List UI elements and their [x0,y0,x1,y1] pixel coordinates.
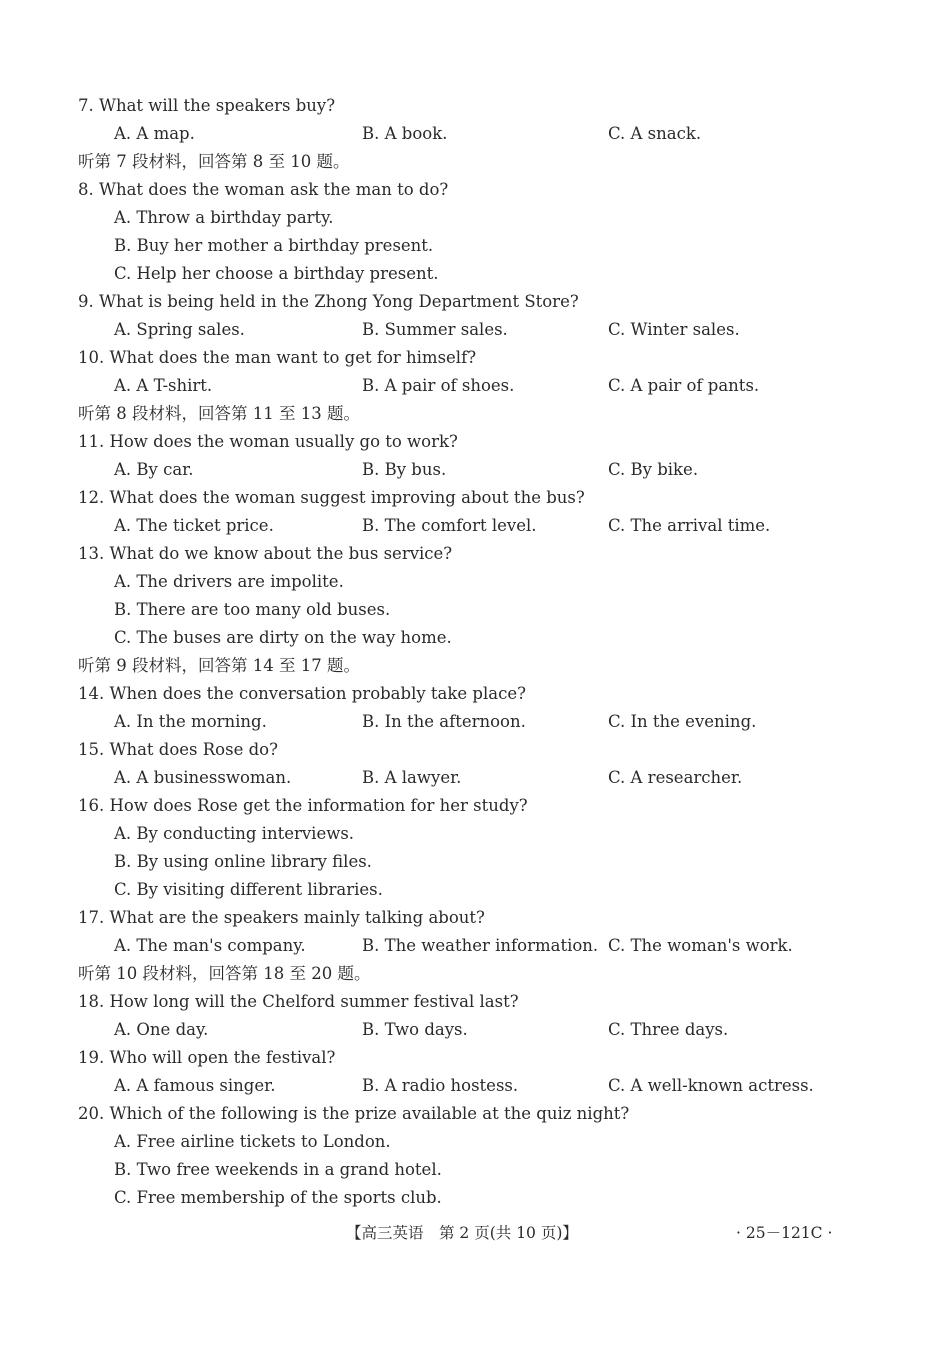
question-stem: 18. How long will the Chelford summer festival last? [78,992,519,1011]
option-row [78,316,868,344]
option-row [78,764,868,792]
option-row [78,1072,868,1100]
option-a: A. By car. [114,460,194,479]
option-a: A. Throw a birthday party. [114,208,334,227]
question-list [78,92,868,1212]
option-b: B. Buy her mother a birthday present. [114,236,434,255]
option-c: C. Free membership of the sports club. [114,1188,442,1207]
option-c: C. The buses are dirty on the way home. [114,628,452,647]
option-row [78,512,868,540]
page-number-label: 【高三英语 第 2 页(共 10 页)】 [346,1224,578,1242]
option-c: C. A researcher. [608,768,743,787]
option-a: A. In the morning. [114,712,267,731]
option-a: A. By conducting interviews. [114,824,355,843]
question-stem: 20. Which of the following is the prize available at the quiz night? [78,1104,630,1123]
question-stem: 12. What does the woman suggest improving about the bus? [78,488,585,507]
option-row [78,1016,868,1044]
question-stem: 9. What is being held in the Zhong Yong Department Store? [78,292,579,311]
option-a: A. A businesswoman. [114,768,292,787]
exam-code: · 25－121C · [736,1224,833,1242]
option-c: C. By visiting different libraries. [114,880,383,899]
option-b: B. The weather information. [362,936,599,955]
option-b: B. By bus. [362,460,447,479]
option-a: A. One day. [114,1020,209,1039]
option-c: C. In the evening. [608,712,757,731]
option-a: A. Free airline tickets to London. [114,1132,391,1151]
option-a: A. Spring sales. [114,320,245,339]
question-stem: 7. What will the speakers buy? [78,96,336,115]
question-stem: 14. When does the conversation probably take place? [78,684,526,703]
option-a: A. A map. [114,124,195,143]
section-heading: 听第 7 段材料，回答第 8 至 10 题。 [78,152,350,171]
option-b: B. Summer sales. [362,320,508,339]
option-row [78,708,868,736]
option-row [78,372,868,400]
question-stem: 15. What does Rose do? [78,740,278,759]
option-b: B. In the afternoon. [362,712,526,731]
option-b: B. A lawyer. [362,768,462,787]
option-c: C. A pair of pants. [608,376,760,395]
question-stem: 13. What do we know about the bus service? [78,544,453,563]
option-b: B. A book. [362,124,448,143]
option-row [78,120,868,148]
option-row [78,456,868,484]
option-c: C. Help her choose a birthday present. [114,264,439,283]
question-stem: 8. What does the woman ask the man to do? [78,180,449,199]
option-c: C. The arrival time. [608,516,771,535]
option-a: A. The man's company. [114,936,306,955]
option-c: C. Three days. [608,1020,729,1039]
option-b: B. Two days. [362,1020,468,1039]
option-a: A. The drivers are impolite. [114,572,344,591]
section-heading: 听第 10 段材料，回答第 18 至 20 题。 [78,964,371,983]
option-c: C. A snack. [608,124,702,143]
option-c: C. By bike. [608,460,699,479]
option-c: C. Winter sales. [608,320,740,339]
option-b: B. By using online library files. [114,852,372,871]
option-b: B. There are too many old buses. [114,600,391,619]
question-stem: 11. How does the woman usually go to work? [78,432,458,451]
question-stem: 17. What are the speakers mainly talking about? [78,908,485,927]
option-row [78,932,868,960]
option-b: B. The comfort level. [362,516,537,535]
option-b: B. A pair of shoes. [362,376,515,395]
question-stem: 16. How does Rose get the information for her study? [78,796,528,815]
option-c: C. A well-known actress. [608,1076,814,1095]
option-a: A. A famous singer. [114,1076,276,1095]
section-heading: 听第 8 段材料，回答第 11 至 13 题。 [78,404,360,423]
question-stem: 19. Who will open the festival? [78,1048,336,1067]
page-footer [0,1220,950,1246]
question-stem: 10. What does the man want to get for himself? [78,348,477,367]
option-b: B. A radio hostess. [362,1076,519,1095]
section-heading: 听第 9 段材料，回答第 14 至 17 题。 [78,656,360,675]
option-b: B. Two free weekends in a grand hotel. [114,1160,442,1179]
option-a: A. A T-shirt. [114,376,213,395]
option-c: C. The woman's work. [608,936,793,955]
option-a: A. The ticket price. [114,516,274,535]
